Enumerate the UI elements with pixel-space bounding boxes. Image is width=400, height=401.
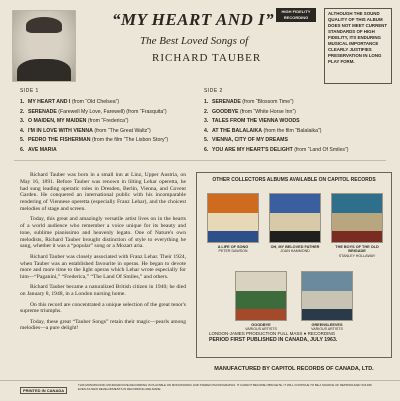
album-caption: GREENSLEEVES VARIOUS ARTISTS (311, 323, 343, 332)
other-albums-panel (196, 172, 392, 358)
section-divider (14, 160, 386, 161)
liner-paragraph: Richard Tauber was born in a small inn at Linz, Upper Austria, on May 16, 1891. Before Tauber was renown in lilting Lehar operetta, he had sung leading operatic roles in Dresden, Berlin, Vienna, and Covent Garden. He conquered an international public with his incomparable rendering of Viennese operetta (especially Franz Lehar), and the choicest melodies of stage and screen. (20, 172, 186, 212)
liner-notes (20, 172, 186, 336)
side-2-heading: SIDE 2 (204, 88, 223, 94)
track-item: 6. AVE MARIA (20, 146, 57, 153)
side-1-tracklist (20, 98, 168, 156)
liner-paragraph: On this record are concentrated a unique selection of the great tenor's supreme triumphs. (20, 301, 186, 315)
side-1-heading: SIDE 1 (20, 88, 39, 94)
album-title: “MY HEART AND I” (112, 10, 275, 29)
album-cover-thumbnail (235, 271, 287, 321)
track-item: 4. I'M IN LOVE WITH VIENNA (from “The Great Waltz”) (20, 127, 151, 134)
high-fidelity-badge: HIGH FIDELITY RECORDING (276, 8, 316, 22)
album-caption: A LIFE OF SONG PETER DAWSON (217, 245, 249, 254)
liner-paragraph: Richard Tauber was closely associated with Franz Lehar. Their 1924, when Tauber was an established favourite in operas. He began to devote more and more time to the light operas which Lehar wrote especially for him—“Paganini,” “Frederica,” “The Land Of Smiles,” and others. (20, 253, 186, 281)
manufacturer-line: MANUFACTURED BY CAPITOL RECORDS OF CANADA, LTD. (214, 366, 374, 372)
liner-paragraph: Today, these great “Tauber Songs” retain their magic—pearls among melodies—a pure delight! (20, 318, 186, 332)
track-item: 6. YOU ARE MY HEART'S DELIGHT (from “Land Of Smiles”) (204, 146, 349, 153)
track-item: 5. VIENNA, CITY OF MY DREAMS (204, 137, 288, 144)
artist-name: RICHARD TAUBER (152, 52, 262, 64)
other-albums-heading: OTHER COLLECTORS ALBUMS AVAILABLE ON CAPITOL RECORDS (212, 177, 376, 183)
album-caption: THE BOYS OF THE OLD BRIGADE STANLEY HOLLAWAY (335, 245, 379, 258)
printed-in-label: PRINTED IN CANADA (20, 387, 67, 394)
album-caption: GOODBYE VARIOUS ARTISTS (245, 323, 277, 332)
track-item: 2. GOODBYE (from “White Horse Inn”) (204, 108, 296, 115)
track-item: 2. SERENADE (Farewell My Love, Farewell) (from “Frasquita”) (20, 108, 167, 115)
side-2-tracklist (204, 98, 348, 156)
liner-paragraph: Richard Tauber became a naturalized British citizen in 1940; he died on January 8, 1948, in a London nursing home. (20, 284, 186, 298)
album-caption: OH, MY BELOVED FATHER JOAN HAMMOND (270, 245, 320, 254)
liner-paragraph: Today, this great and amazingly versatile artist lives on in the hearts of a world audience who remember a voice unique for its beauty and tone, sublime pianissimo and heavenly legato. One of Nature's own melodists, Richard Tauber brought distinction of style to everything he sang, whether it was a “popular” song or a Mozart aria. (20, 216, 186, 250)
track-item: 5. PEDRO THE FISHERMAN (from the film “The Lisbon Story”) (20, 137, 169, 144)
legal-notice: THIS MONOPHONIC MICROGROOVE RECORDING IS PLAYABLE ON MONOPHONIC AND STEREO PHONOGRAPHS. IT CANNOT BECOME OBSOLETE. IT WILL CONTINUE TO BE A SOURCE OF REPRODUCED SOUND EVEN AS NEW DEVELOPMENTS IN RECORDING ARE MADE. (78, 383, 372, 391)
sound-quality-notice: ALTHOUGH THE SOUND QUALITY OF THIS ALBUM DOES NOT MEET CURRENT STANDARDS OF HIGH FIDELITY, ITS ENDURING MUSICAL IMPORTANCE CLEARLY JUSTIFIES PRESERVATION IN LONG PLAY FORM. (324, 8, 392, 84)
recording-info: LONDON-JAMES PRODUCTION FULL MASS ● RECORDING PERIOD FIRST PUBLISHED IN CANADA, JULY 1963. (209, 331, 338, 343)
album-cover-thumbnail (331, 193, 383, 243)
track-item: 3. TALES FROM THE VIENNA WOODS (204, 118, 300, 125)
album-cover-thumbnail (301, 271, 353, 321)
album-cover-thumbnail (207, 193, 259, 243)
track-item: 4. AT THE BALALAIKA (from the film “Balalaika”) (204, 127, 322, 134)
track-item: 1. MY HEART AND I (from “Old Chelsea”) (20, 99, 120, 105)
album-subtitle: The Best Loved Songs of (140, 35, 249, 47)
album-cover-thumbnail (269, 193, 321, 243)
track-item: 3. O MAIDEN, MY MAIDEN (from “Frederica”) (20, 118, 129, 125)
artist-portrait (12, 10, 76, 82)
track-item: 1. SERENADE (from “Blossom Time”) (204, 99, 294, 105)
